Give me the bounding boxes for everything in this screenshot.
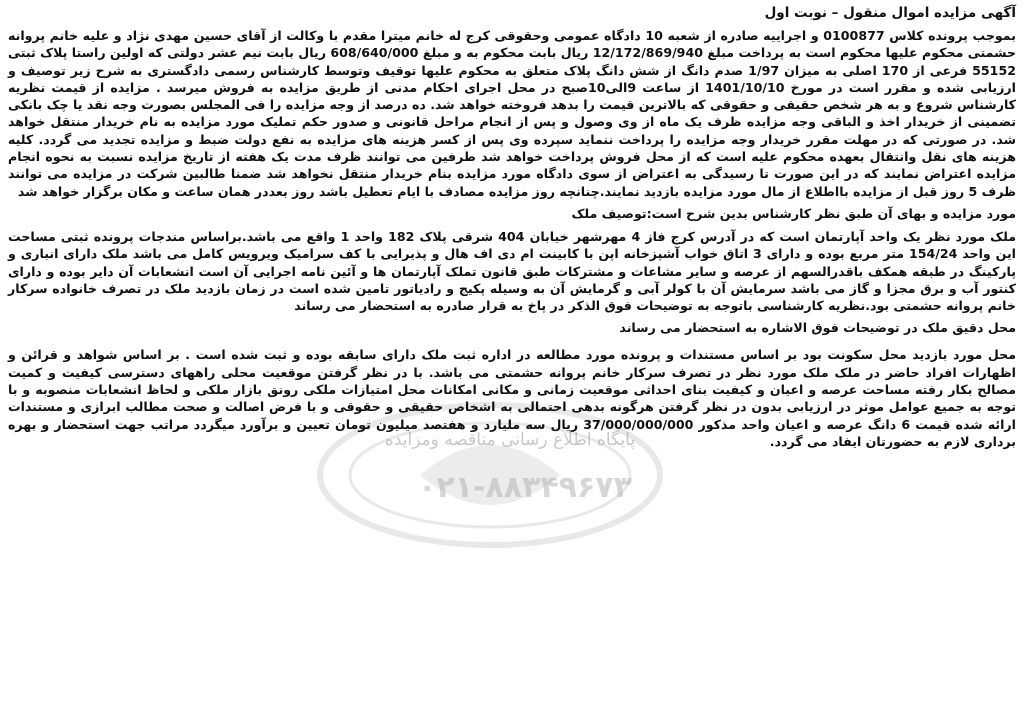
notice-paragraph-3: محل مورد بازدید محل سکونت بود بر اساس مستندات و پرونده مورد مطالعه در اداره ثبت ملک دارای سابقه بوده و ثبت شده است . بر اساس شواهد و قرائن و اظهارات افراد حاضر در ملک ملک مورد نظر در تصرف سرکار خانم پروانه حشمتی می باشد. با در نظر گرفتن موقعیت محلی راههای دسترسی کیفیت و کمیت مصالح بکار رفته مساحت عرصه و اعیان و کیفیت بنای احداثی موقعیت زمانی و مکانی امکانات محل امتیازات ملکی رونق بازار ملکی و لحاظ انشعابات منصوبه و با توجه به جمیع عوامل موثر در ارزیابی بدون در نظر گرفتن هرگونه بدهی احتمالی به اشخاص حقیقی و حقوقی و با فرض اصالت و صحت مطالب ابرازی و مستندات ارائه شده قیمت 6 دانگ عرصه و اعیان واحد مذکور 37/000/000/000 ریال سه ملیارد و هفتصد میلیون تومان تعیین و برآورد میگردد مراتب جهت استحضار و بهره برداری لازم به حضورتان ایفاد می گردد. — [8, 347, 1016, 449]
notice-paragraph-1: بموجب پرونده کلاس 0100877 و اجراییه صادره از شعبه 10 دادگاه عمومی وحقوقی کرج له خانم میترا مقدم با وکالت از آقای حسین مهدی نژاد و علیه خانم پروانه حشمتی محکوم علیها محکوم است به پرداخت مبلغ 12/172/869/940 ریال بابت محکوم به و مبلغ 608/640/000 ریال بابت نیم عشر دولتی که اولین راستا پلاک ثبتی 55152 فرعی از 170 اصلی به میزان 1/97 صدم دانگ از شش دانگ پلاک متعلق به محکوم علیها توقیف وتوسط کارشناس رسمی دادگستری به شرح زیر توصیف و ارزیابی شده و مقرر است در مورخ 1401/10/10 از ساعت 9الی10صبح در محل اجرای احکام مدنی از طریق مزایده به فروش میرسد . مزایده از قیمت نظریه کارشناس شروع و به هر شخص حقیقی و حقوقی که بالاترین قیمت را بدهد فروخته خواهد شد. ده درصد از وجه مزایده را فی المجلس بصورت وجه نقد یا چک بانکی تضمینی از خریدار اخذ و الباقی وجه مزایده ظرف یک ماه از وی وصول و پس از انجام مراحل قانونی و صدور حکم تملیک مورد مزایده به نام خریدار منتقل خواهد شد. در صورتی که در مهلت مقرر خریدار وجه مزایده را پرداخت ننماید سپرده وی پس از کسر هزینه های مزایده به نفع دولت ضبط و مزایده تجدید می گردد. کلیه هزینه های نقل وانتقال بعهده محکوم علیه است که از محل فروش پرداخت خواهد شد طرفین می توانند ظرف مدت یک هفته از تاریخ مزایده نسبت به نحوه انجام مزایده اعتراض نمایند که در این صورت تا رسیدگی به اعتراض از سوی دادگاه مورد مزایده بنام خریدار منتقل نخواهد شد ضمنا طالبین شرکت در مزایده می توانند ظرف 5 روز قبل از مزایده بااطلاع از مال مورد مزایده بازدید نمایند.چنانچه روز مزایده مصادف با ایام تعطیل باشد روز بعددر همان ساعت و مکان برگزار خواهد شد — [8, 28, 1017, 199]
notice-paragraph-2: ملک مورد نظر یک واحد آپارتمان است که در آدرس کرج فاز 4 مهرشهر خیابان 404 شرقی پلاک 182 واحد 1 واقع می باشد.براساس مندجات پرونده ثبتی مساحت این واحد 154/24 متر مربع بوده و دارای 3 اتاق خواب آشپزخانه اپن با کابینت ام دی اف هال و پذیرایی با کف سرامیک ویرویس کامل می باشد ملک دارای انباری و پارکینگ در طبقه همکف باقدرالسهم از عرصه و سایر مشاعات و مشترکات طبق قانون تملک آپارتمان ها و آئین نامه اجرایی آن است انشعابات آن دایر بوده و دارای کنتور آب و برق مجزا و گاز می باشد سرمایش آن با کولر آبی و گرمایش آن به وسیله پکیج و رادیاتور تامین شده است در زمان بازدید ملک در تصرف خانواده سرکار خانم پروانه حشمتی بود.نظریه کارشناسی باتوجه به توضیحات فوق الذکر در پاخ به قرار صادره به استحضار می رساند — [8, 228, 1017, 314]
section-heading-property: مورد مزایده و بهای آن طبق نظر کارشناس بدین شرح است:توصیف ملک — [571, 205, 1016, 221]
section-heading-location: محل دقیق ملک در توضیحات فوق الاشاره به استحضار می رساند — [619, 320, 1016, 336]
notice-title: آگهی مزایده اموال منقول – نوبت اول — [764, 5, 1016, 21]
notice-body — [8, 4, 1016, 454]
watermark-phone: ۰۲۱-۸۸۳۴۹۶۷۳ — [418, 470, 632, 505]
watermark-text: پایگاه اطلاع رسانی مناقصه ومزایده — [384, 430, 636, 450]
